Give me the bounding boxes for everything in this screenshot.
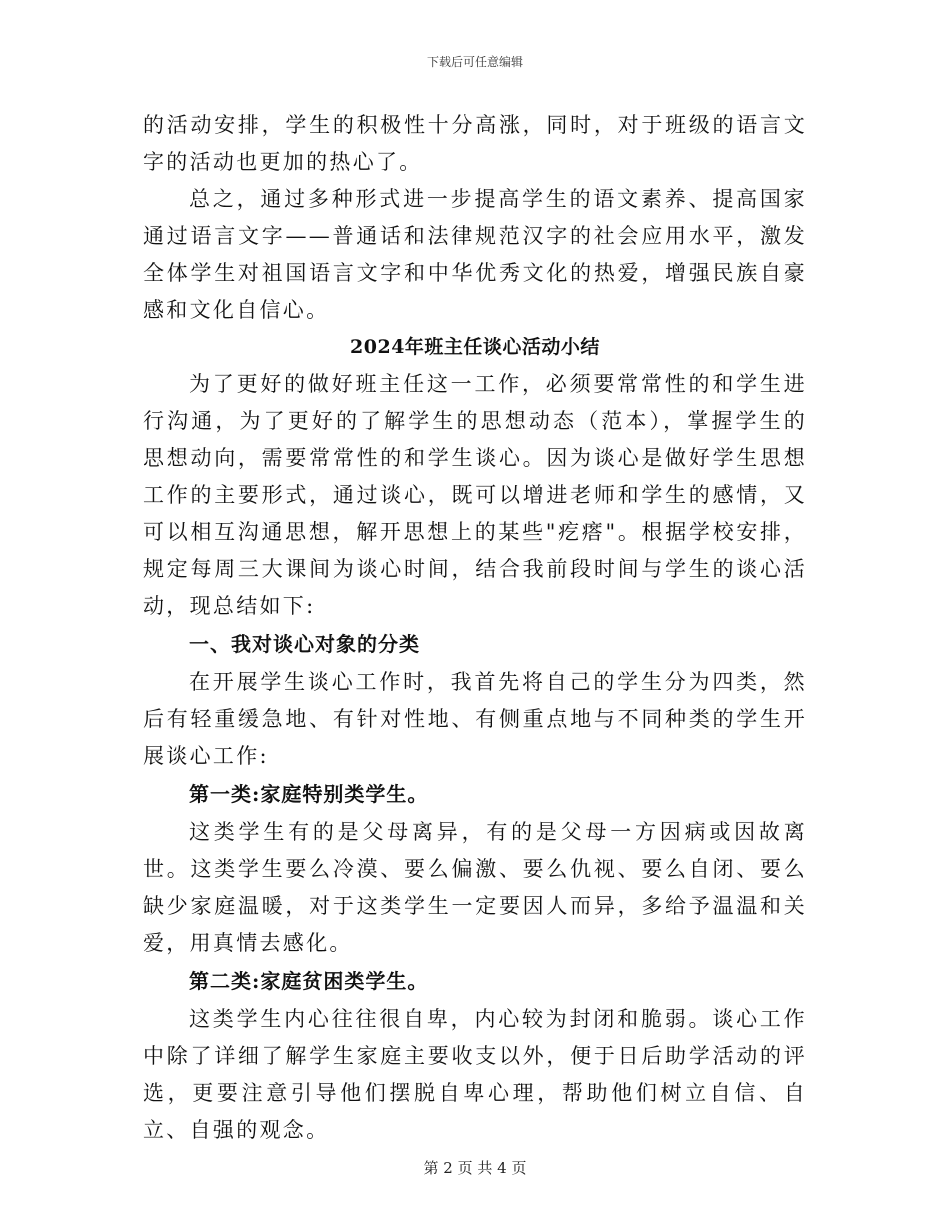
document-title: 2024年班主任谈心活动小结 [350,336,600,358]
paragraph-intro: 为了更好的做好班主任这一工作，必须要常常性的和学生进行沟通，为了更好的了解学生的思想动态（范本），掌握学生的思想动向，需要常常性的和学生谈心。因为谈心是做好学生思想工作的主要形式，通过谈心，既可以增进老师和学生的感情，又可以相互沟通思想，解开思想上的某些"疙瘩"。根据学校安排，规定每周三大课间为谈心时间，结合我前段时间与学生的谈心活动，现总结如下: [143,372,807,618]
page-header: 下载后可任意编辑 [426,55,523,69]
subheading-category-one: 第一类:家庭特别类学生。 [189,782,429,806]
paragraph-summary: 总之，通过多种形式进一步提高学生的语文素养、提高国家通过语言文字——普通话和法律规范汉字的社会应用水平，激发全体学生对祖国语言文字和中华优秀文化的热爱，增强民族自豪感和文化自信心。 [143,187,807,322]
page-number: 第 2 页 共 4 页 [423,1159,527,1177]
section-heading-classification: 一、我对谈心对象的分类 [189,632,420,656]
document-body [143,107,807,1149]
subheading-category-two: 第二类:家庭贫困类学生。 [189,969,429,993]
paragraph-classification: 在开展学生谈心工作时，我首先将自己的学生分为四类，然后有轻重缓急地、有针对性地、有侧重点地与不同种类的学生开展谈心工作: [143,670,807,768]
paragraph-category-one: 这类学生有的是父母离异，有的是父母一方因病或因故离世。这类学生要么冷漠、要么偏激、要么仇视、要么自闭、要么缺少家庭温暖，对于这类学生一定要因人而异，多给予温温和关爱，用真情去感化。 [143,820,807,955]
paragraph-continuation: 的活动安排，学生的积极性十分高涨，同时，对于班级的语言文字的活动也更加的热心了。 [143,113,807,174]
paragraph-category-two: 这类学生内心往往很自卑，内心较为封闭和脆弱。谈心工作中除了详细了解学生家庭主要收支以外，便于日后助学活动的评选，更要注意引导他们摆脱自卑心理，帮助他们树立自信、自立、自强的观念。 [143,1007,807,1142]
